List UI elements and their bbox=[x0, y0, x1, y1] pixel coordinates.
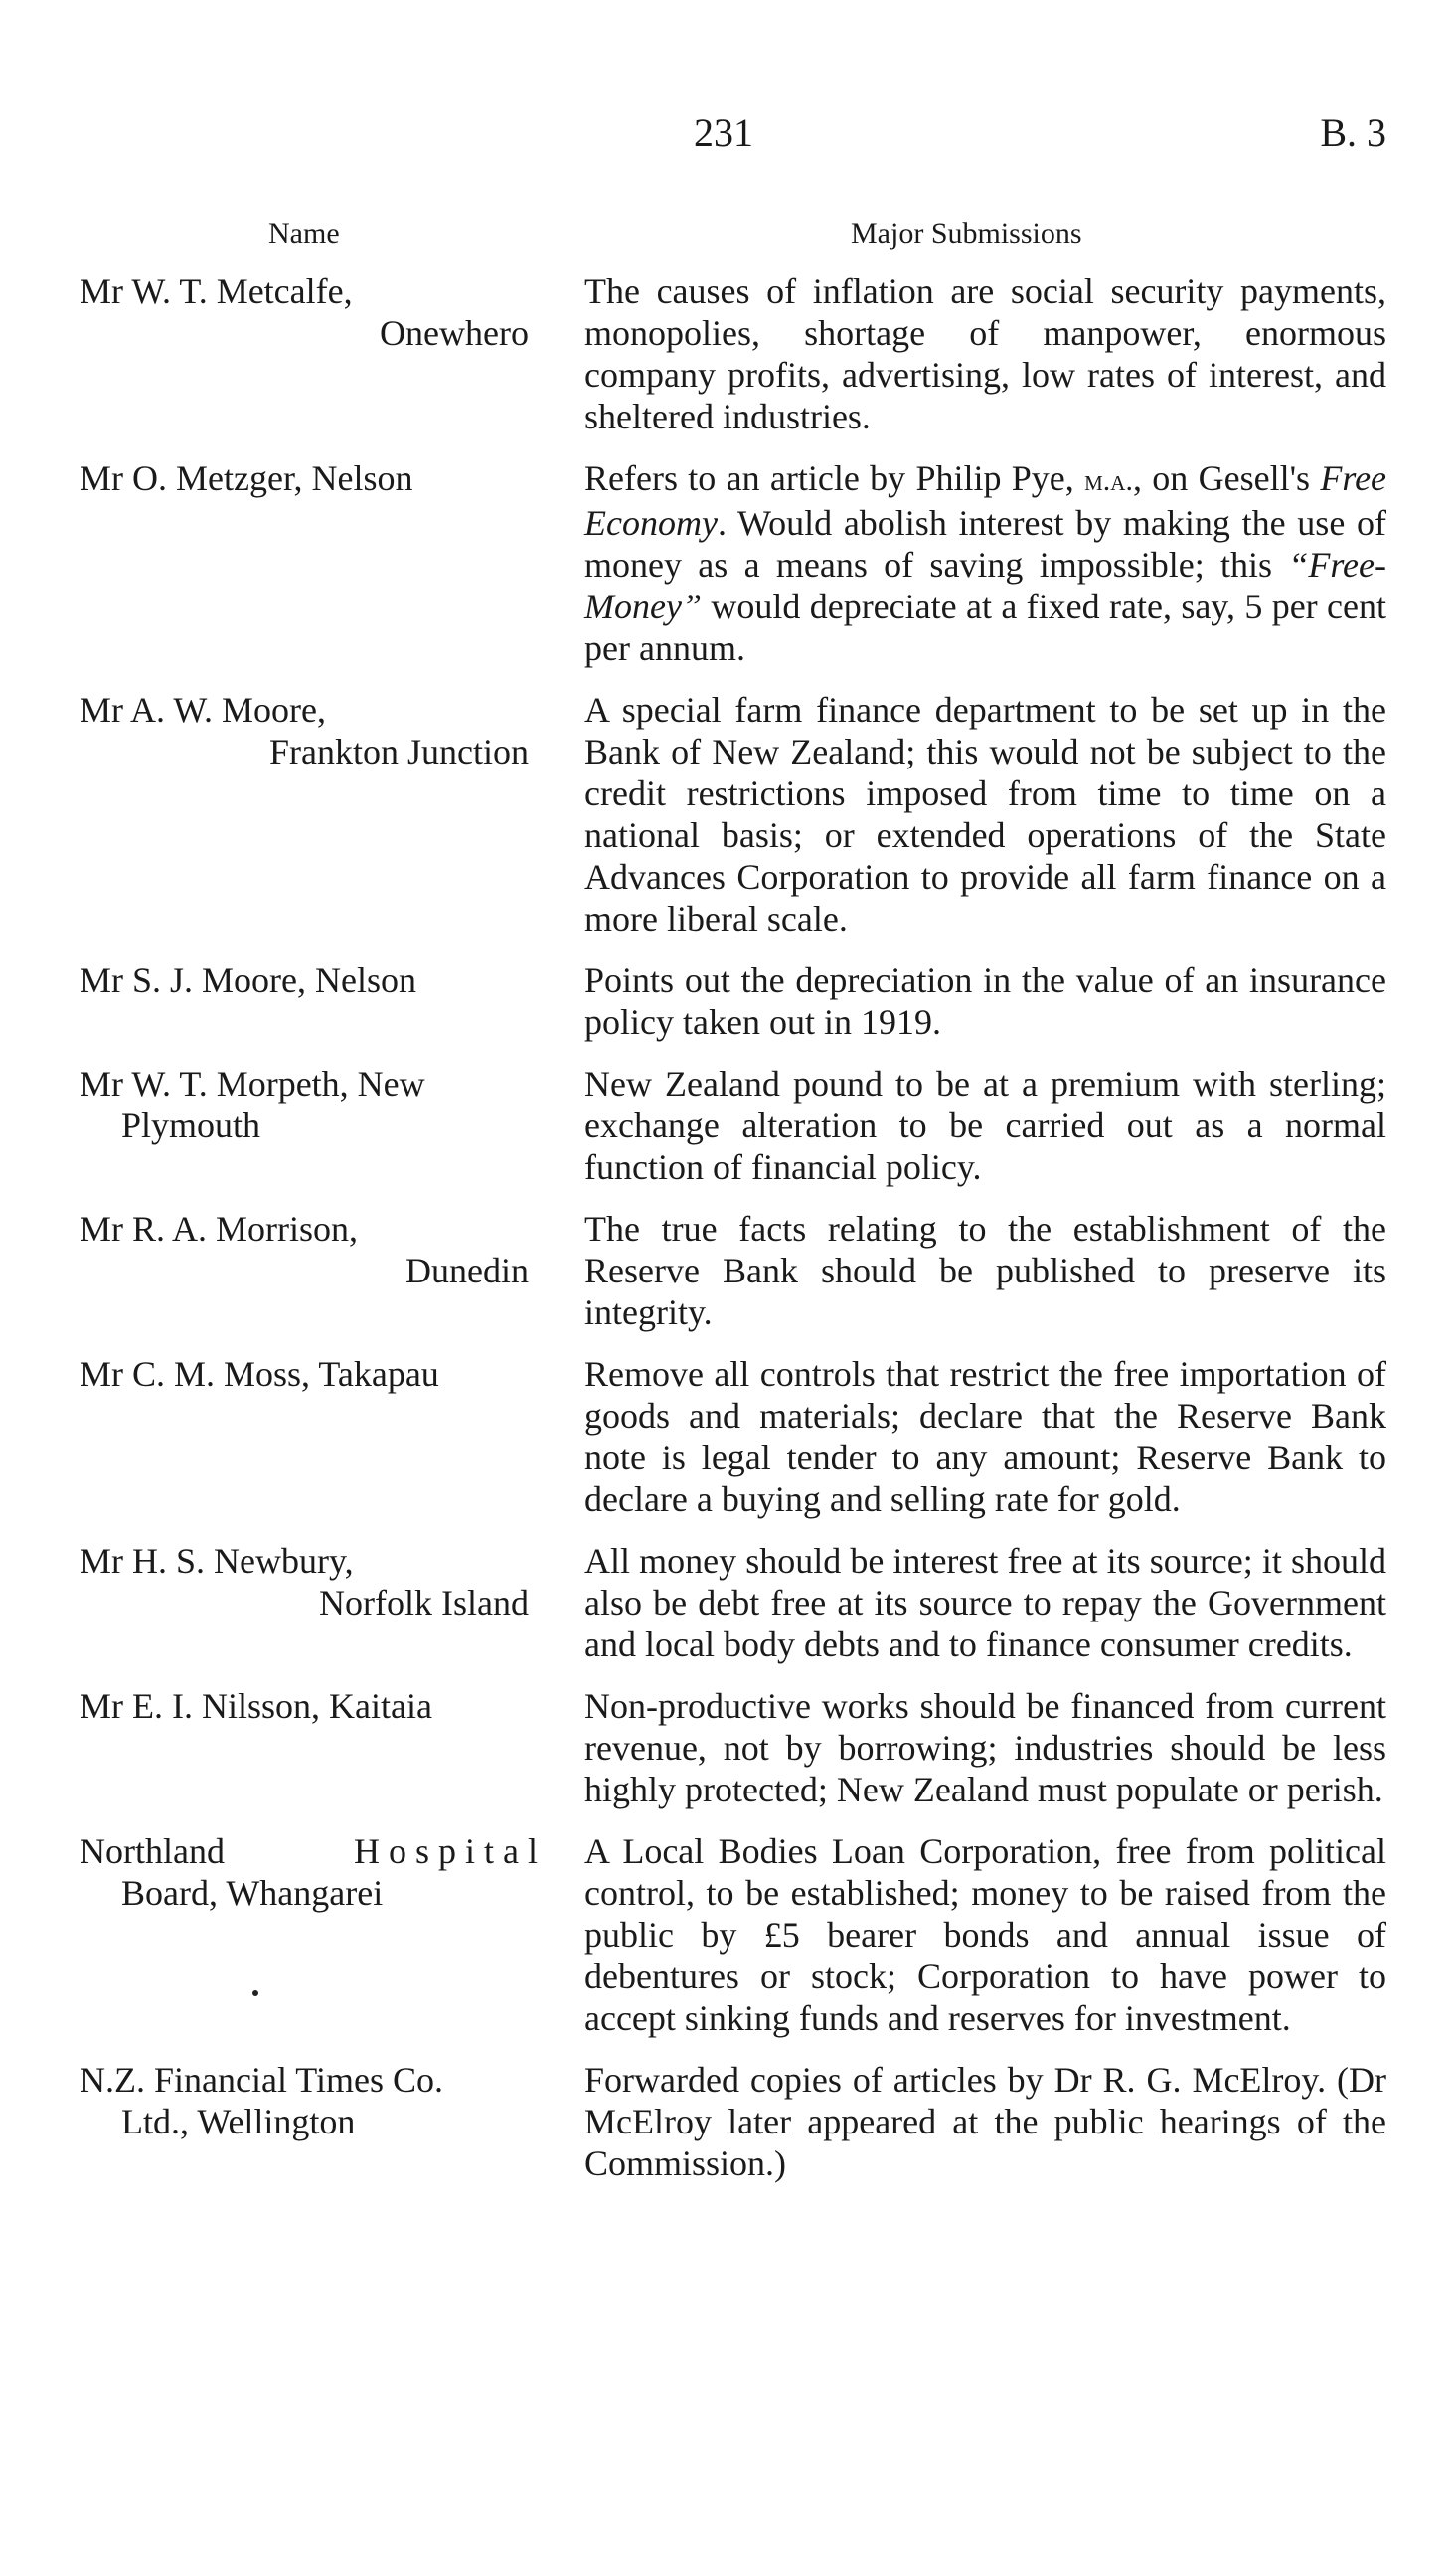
book-title: Free Economy bbox=[584, 458, 1387, 543]
column-header-name: Name bbox=[268, 217, 340, 250]
submission-entry bbox=[80, 1685, 1386, 1810]
submitter-name: Mr H. S. Newbury, Norfolk Island bbox=[80, 1541, 529, 1622]
submission-text: Remove all controls that restrict the free importation of goods and materials; declare that the Reserve Bank note is legal tender to any amount; Reserve Bank to declare a buying and selling rate for gold. bbox=[584, 1354, 1386, 1519]
submitter-name: Mr R. A. Morrison, Dunedin bbox=[80, 1209, 529, 1290]
submission-text: Refers to an article by Philip Pye, m.a., on Gesell's Free Economy. Would abolish interest by making the use of money as a means of saving impossible; this “Free-Money” would depreciate at a fixed rate, say, 5 per cent per annum. bbox=[584, 458, 1387, 668]
submitter-name: Mr S. J. Moore, Nelson bbox=[80, 960, 416, 1000]
submission-entry bbox=[80, 1063, 1386, 1188]
submission-entry bbox=[80, 270, 1386, 437]
submitter-name: Northland Hospital Board, Whangarei bbox=[80, 1831, 547, 1913]
degree-abbreviation: m.a. bbox=[1084, 464, 1133, 497]
submission-entry bbox=[80, 2059, 1386, 2184]
submission-text: New Zealand pound to be at a premium with sterling; exchange alteration to be carried out as a normal function of financial policy. bbox=[584, 1064, 1386, 1187]
submitter-name: N.Z. Financial Times Co. Ltd., Wellington bbox=[80, 2060, 444, 2141]
page-header bbox=[80, 109, 1386, 179]
submission-text: A special farm finance department to be set up in the Bank of New Zealand; this would not be subject to the credit restrictions imposed from time to time on a national basis; or extended operations of the State Advances Corporation to provide all farm finance on a more liberal scale. bbox=[584, 690, 1386, 939]
submitter-name: Mr W. T. Morpeth, New Plymouth bbox=[80, 1064, 425, 1145]
submission-text: The causes of inflation are social security payments, monopolies, shortage of manpower, enormous company profits, advertising, low rates of interest, and sheltered industries. bbox=[584, 271, 1386, 436]
submission-text: A Local Bodies Loan Corporation, free from political control, to be established; money to be raised from the public by £5 bearer bonds and annual issue of debentures or stock; Corporation to have power to accept sinking funds and reserves for investment. bbox=[584, 1831, 1386, 2038]
submitter-name: Mr A. W. Moore, Frankton Junction bbox=[80, 690, 529, 771]
submission-text: Forwarded copies of articles by Dr R. G. McElroy. (Dr McElroy later appeared at the public hearings of the Commission.) bbox=[584, 2060, 1386, 2183]
submission-entry bbox=[80, 1208, 1386, 1333]
document-reference: B. 3 bbox=[1320, 110, 1386, 155]
submission-text: Points out the depreciation in the value of an insurance policy taken out in 1919. bbox=[584, 960, 1386, 1042]
submission-entry bbox=[80, 1830, 1386, 2039]
column-headers bbox=[80, 217, 1386, 270]
submitter-name: Mr O. Metzger, Nelson bbox=[80, 458, 413, 498]
print-speck bbox=[252, 1990, 258, 1996]
submission-entry bbox=[80, 689, 1386, 939]
submitter-name: Mr C. M. Moss, Takapau bbox=[80, 1354, 439, 1394]
submitter-name: Mr E. I. Nilsson, Kaitaia bbox=[80, 1686, 432, 1726]
document-page bbox=[80, 109, 1386, 2184]
page-number: 231 bbox=[694, 110, 753, 155]
submission-entry bbox=[80, 1540, 1386, 1665]
submission-text: Non-productive works should be financed from current revenue, not by borrowing; industries should be less highly protected; New Zealand must populate or perish. bbox=[584, 1686, 1386, 1809]
submission-entry bbox=[80, 457, 1386, 669]
submission-text: All money should be interest free at its source; it should also be debt free at its source to repay the Government and local body debts and to finance consumer credits. bbox=[584, 1541, 1386, 1664]
submission-entry bbox=[80, 959, 1386, 1043]
submitter-name: Mr W. T. Metcalfe, Onewhero bbox=[80, 271, 529, 353]
submission-entry bbox=[80, 1353, 1386, 1520]
column-header-submissions: Major Submissions bbox=[851, 217, 1082, 250]
submission-text: The true facts relating to the establishment of the Reserve Bank should be published to preserve its integrity. bbox=[584, 1209, 1386, 1332]
quoted-term: “Free-Money” bbox=[584, 545, 1387, 626]
